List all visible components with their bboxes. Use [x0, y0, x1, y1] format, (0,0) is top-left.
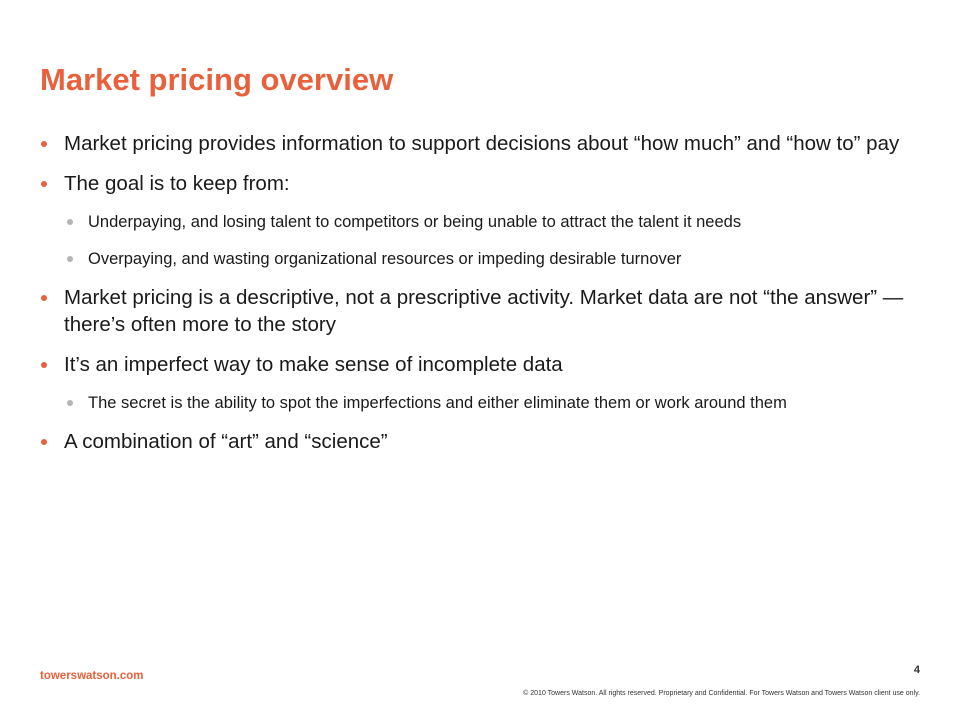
sub-bullet-item	[64, 247, 920, 271]
sub-bullet-text: Underpaying, and losing talent to competitors or being unable to attract the talent it needs	[88, 213, 742, 231]
sub-bullet-dot-icon	[67, 256, 73, 262]
bullet-text: It’s an imperfect way to make sense of incomplete data	[64, 353, 563, 376]
bullet-dot-icon	[41, 141, 47, 147]
bullet-text: The goal is to keep from:	[64, 172, 290, 195]
sub-bullet-text: Overpaying, and wasting organizational resources or impeding desirable turnover	[88, 250, 682, 268]
bullet-item	[40, 130, 920, 157]
bullet-dot-icon	[41, 181, 47, 187]
bullet-text: Market pricing is a descriptive, not a prescriptive activity. Market data are not “the answer” — there’s often more to the story	[64, 286, 904, 336]
bullet-dot-icon	[41, 295, 47, 301]
page-number: 4	[913, 664, 920, 676]
bullet-dot-icon	[41, 439, 47, 445]
bullet-list	[40, 130, 920, 468]
copyright-notice: © 2010 Towers Watson. All rights reserved. Proprietary and Confidential. For Towers Watson and Towers Watson client use only.	[523, 690, 920, 697]
bullet-text: A combination of “art” and “science”	[64, 430, 388, 453]
footer-brand-link[interactable]: towerswatson.com	[40, 670, 144, 682]
sub-bullet-item	[64, 210, 920, 234]
bullet-item	[40, 428, 920, 455]
bullet-text: Market pricing provides information to support decisions about “how much” and “how to” pay	[64, 132, 900, 155]
bullet-item	[40, 284, 920, 338]
sub-bullet-dot-icon	[67, 219, 73, 225]
bullet-item	[40, 351, 920, 378]
sub-bullet-text: The secret is the ability to spot the imperfections and either eliminate them or work around them	[88, 394, 787, 412]
sub-bullet-item	[64, 391, 920, 415]
slide-title: Market pricing overview	[40, 62, 394, 97]
bullet-item	[40, 170, 920, 197]
sub-bullet-dot-icon	[67, 400, 73, 406]
bullet-dot-icon	[41, 362, 47, 368]
